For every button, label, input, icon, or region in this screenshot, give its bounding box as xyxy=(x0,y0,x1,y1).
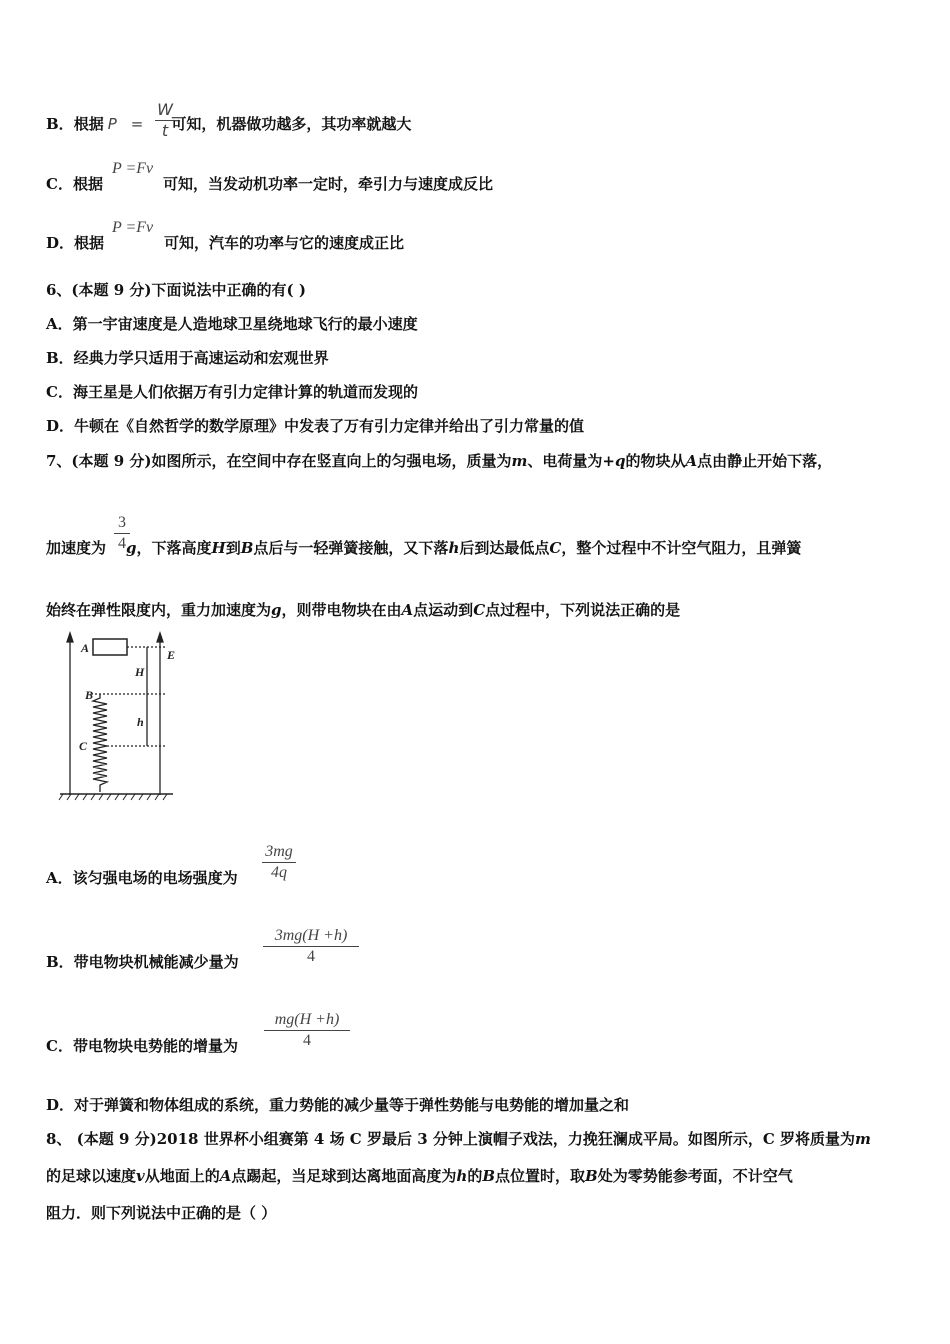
text: 点位置时，取 xyxy=(495,1167,586,1185)
var-c: C xyxy=(549,539,562,557)
frac-num: mg(H +h) xyxy=(274,1011,340,1028)
formula-eq: = xyxy=(130,115,144,133)
label-b: B xyxy=(85,688,94,702)
var-b: B xyxy=(482,1167,496,1185)
text: 的 xyxy=(467,1167,483,1185)
var-b: B xyxy=(585,1167,598,1185)
fraction-mg-h-4 xyxy=(264,1010,350,1051)
option-text: 根据 xyxy=(72,175,103,193)
q6-option-d: D．牛顿在《自然哲学的数学原理》中发表了万有引力定律并给出了引力常量的值 xyxy=(46,417,585,435)
text: 从地面上的 xyxy=(144,1167,220,1185)
fraction-3mg-h-4 xyxy=(263,926,359,967)
formula-p: P xyxy=(107,115,117,133)
var-a: A xyxy=(401,601,414,619)
q7-option-d: D．对于弹簧和物体组成的系统，重力势能的减少量等于弹性势能与电势能的增加量之和 xyxy=(46,1096,630,1114)
text: 7、(本题 9 分)如图所示，在空间中存在竖直向上的匀强电场，质量为 xyxy=(46,452,512,470)
option-text-post: 可知，机器做功越多，其功率就越大 xyxy=(171,115,412,133)
var-c: C xyxy=(473,601,486,619)
text: 的足球以速度 xyxy=(46,1167,137,1185)
text: 的物块从 xyxy=(625,452,686,470)
var-m: m xyxy=(511,452,528,470)
q8-line3: 阻力．则下列说法中正确的是（ ） xyxy=(46,1204,277,1222)
option-letter: D． xyxy=(46,234,75,252)
arrow-right xyxy=(157,633,163,642)
var-m: m xyxy=(855,1130,871,1148)
formula-p-fv: P =Fv xyxy=(112,160,154,177)
frac-den: 4 xyxy=(303,1032,311,1049)
label-a: A xyxy=(81,641,90,655)
arrow-left xyxy=(67,633,73,642)
q6-option-c: C．海王星是人们依据万有引力定律计算的轨道而发现的 xyxy=(46,383,418,401)
option-text-post: 可知，当发动机功率一定时，牵引力与速度成反比 xyxy=(162,175,493,193)
q7-option-b: B．带电物块机械能减少量为 xyxy=(46,953,239,971)
frac-den: 4q xyxy=(271,864,287,881)
text: 后到达最低点 xyxy=(459,539,550,557)
q8-line2 xyxy=(46,1166,793,1186)
q6-stem: 6、(本题 9 分)下面说法中正确的有( ) xyxy=(46,281,306,299)
q8-line1 xyxy=(46,1129,871,1149)
frac-den: 4 xyxy=(307,948,315,965)
text: 、电荷量为 xyxy=(527,452,603,470)
q7-option-a: A．该匀强电场的电场强度为 xyxy=(46,869,238,887)
frac-den: 4 xyxy=(118,535,126,552)
text: 处为零势能参考面，不计空气 xyxy=(597,1167,793,1185)
text: 点由静止开始下落， xyxy=(697,452,833,470)
fraction-w-over-t xyxy=(155,100,175,141)
q5-option-b xyxy=(46,114,411,134)
var-g: g xyxy=(271,601,282,619)
block-a xyxy=(93,639,127,655)
var-q: +q xyxy=(602,452,626,470)
text: 点运动到 xyxy=(413,601,474,619)
var-v: v xyxy=(136,1167,145,1185)
text: ，则带电物块在由 xyxy=(281,601,402,619)
var-a: A xyxy=(219,1167,232,1185)
label-h-upper: H xyxy=(135,665,145,679)
q7-stem-line2 xyxy=(46,538,801,558)
frac-num: 3mg xyxy=(265,843,293,860)
frac-num: W xyxy=(157,100,173,119)
text: ，下落高度 xyxy=(136,539,212,557)
q7-stem-line3 xyxy=(46,600,680,620)
q6-option-b: B．经典力学只适用于高速运动和宏观世界 xyxy=(46,349,329,367)
text: 始终在弹性限度内，重力加速度为 xyxy=(46,601,272,619)
option-text-post: 可知，汽车的功率与它的速度成正比 xyxy=(164,234,405,252)
frac-num: 3mg(H +h) xyxy=(274,927,348,944)
label-c: C xyxy=(79,739,88,753)
label-e: E xyxy=(167,648,176,662)
frac-num: 3 xyxy=(118,514,126,531)
option-text: 根据 xyxy=(74,234,105,252)
text: 加速度为 xyxy=(46,539,107,557)
var-h-upper: H xyxy=(211,539,226,557)
text: 点踢起，当足球到达离地面高度为 xyxy=(231,1167,457,1185)
q7-stem-line1 xyxy=(46,451,832,471)
q6-option-a: A．第一宇宙速度是人造地球卫星绕地球飞行的最小速度 xyxy=(46,315,418,333)
formula-p-fv: P =Fv xyxy=(112,219,154,236)
label-h: h xyxy=(137,715,144,729)
q7-option-c: C．带电物块电势能的增量为 xyxy=(46,1037,238,1055)
var-g: g xyxy=(126,539,137,557)
spring xyxy=(93,694,107,792)
fraction-3mg-4q xyxy=(262,842,296,883)
q5-option-d xyxy=(46,233,404,253)
var-h: h xyxy=(456,1167,468,1185)
text: 点后与一轻弹簧接触，又下落 xyxy=(253,539,449,557)
option-text: 根据 xyxy=(73,115,104,133)
text: 点过程中，下列说法正确的是 xyxy=(485,601,681,619)
var-h: h xyxy=(448,539,460,557)
text: ，整个过程中不计空气阻力，且弹簧 xyxy=(561,539,802,557)
var-a: A xyxy=(685,452,698,470)
option-letter: C． xyxy=(46,175,73,193)
frac-den: t xyxy=(161,121,169,140)
var-b: B xyxy=(240,539,254,557)
text: 到 xyxy=(225,539,241,557)
text: 8、 (本题 9 分)2018 世界杯小组赛第 4 场 C 罗最后 3 分钟上演帽子戏法，力挽狂澜成平局。如图所示，C 罗将质量为 xyxy=(46,1130,856,1148)
spring-field-diagram xyxy=(55,630,185,810)
option-letter: B． xyxy=(46,115,74,133)
